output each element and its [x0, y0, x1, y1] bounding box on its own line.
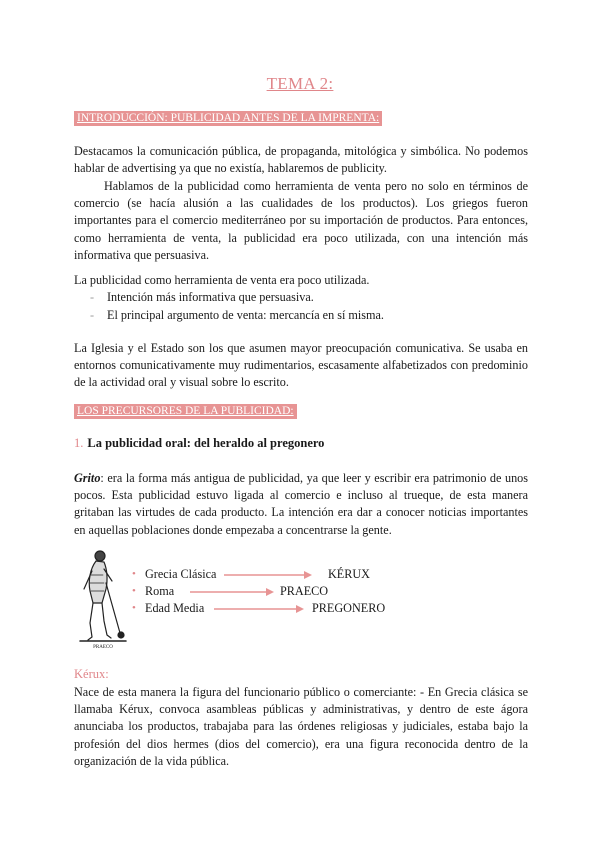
paragraph-intro-3: La publicidad como herramienta de venta era poco utilizada.	[74, 273, 370, 287]
list-item	[90, 289, 384, 306]
subsection-number: 1.	[74, 436, 84, 450]
pink-round-bullet-icon: •	[132, 585, 136, 597]
page-title: TEMA 2:	[266, 74, 334, 93]
grito-description: : era la forma más antigua de publicidad, ya que leer y escribir era patrimonio de unos pocos. Esta publicidad estuvo ligada al comercio e incluso al trueque, de esta manera gritaban las virtudes de cada producto. La intención era dar a conocer noticias importantes en aquellas poblaciones donde empezaba a concentrarse la gente.	[74, 471, 528, 537]
right-arrow-icon	[224, 571, 312, 579]
paragraph-intro-1: Destacamos la comunicación pública, de propaganda, mitológica y simbólica. No podemos hablar de advertising ya que no existía, hablaremos de publicity.	[74, 144, 528, 176]
right-arrow-icon	[190, 588, 274, 596]
timeline-row	[132, 600, 452, 616]
praeco-illustration	[74, 545, 132, 651]
section-banner-precursores: LOS PRECURSORES DE LA PUBLICIDAD:	[74, 404, 297, 419]
timeline-row	[132, 583, 452, 599]
pink-round-bullet-icon: •	[132, 568, 136, 580]
subsection-heading	[74, 436, 324, 451]
dash-list	[90, 289, 384, 324]
timeline-name: PRAECO	[280, 584, 329, 598]
list-item-text: El principal argumento de venta: mercancía en sí misma.	[107, 308, 384, 323]
right-arrow-icon	[214, 605, 304, 613]
section-banner-introduccion: INTRODUCCIÓN: PUBLICIDAD ANTES DE LA IMPRENTA:	[74, 111, 382, 126]
list-item-text: Intención más informativa que persuasiva.	[107, 290, 314, 304]
dash-bullet-icon: -	[90, 308, 95, 323]
town-crier-figure-icon	[74, 545, 132, 651]
timeline-row	[132, 566, 452, 582]
paragraph-intro-4: La Iglesia y el Estado son los que asumen mayor preocupación comunicativa. Se usaba en entornos comunicativamente muy rudimentarios, escasamente alfabetizados con predominio de la actividad oral y visual sobre lo escrito.	[74, 341, 528, 390]
timeline-name: PREGONERO	[312, 601, 386, 615]
timeline-era: Grecia Clásica	[145, 567, 217, 581]
list-item	[90, 307, 384, 324]
kerux-heading: Kérux:	[74, 667, 109, 681]
timeline-name: KÉRUX	[328, 567, 370, 581]
subsection-title: La publicidad oral: del heraldo al pregonero	[87, 436, 325, 450]
figure-caption: PRAECO	[93, 645, 113, 650]
timeline-list	[132, 566, 452, 616]
dash-bullet-icon: -	[90, 290, 95, 304]
timeline-era: Roma	[145, 584, 175, 598]
grito-term: Grito	[74, 471, 101, 485]
paragraph-grito	[74, 470, 528, 539]
paragraph-kerux: Nace de esta manera la figura del funcionario público o comerciante: - En Grecia clásica se llamaba Kérux, convoca asambleas públicas y administrativas, y dentro de este ágora anunciaba los productos, trabajaba para las órdenes religiosas y judiciales, estaba bajo la profesión del dios hermes (dios del comercio), era una figura reconocida dentro de la organización de la vida pública.	[74, 685, 528, 768]
paragraph-intro-2: Hablamos de la publicidad como herramienta de venta pero no solo en términos de comercio (se hacía alusión a las cualidades de los productos). Los griegos fueron importantes para el comercio mediterráneo por su importación de productos. Para entonces, como herramienta de venta, la publicidad era poco utilizada, con una intención más informativa que persuasiva.	[74, 179, 528, 262]
timeline-era: Edad Media	[145, 601, 205, 615]
pink-round-bullet-icon: •	[132, 602, 136, 614]
